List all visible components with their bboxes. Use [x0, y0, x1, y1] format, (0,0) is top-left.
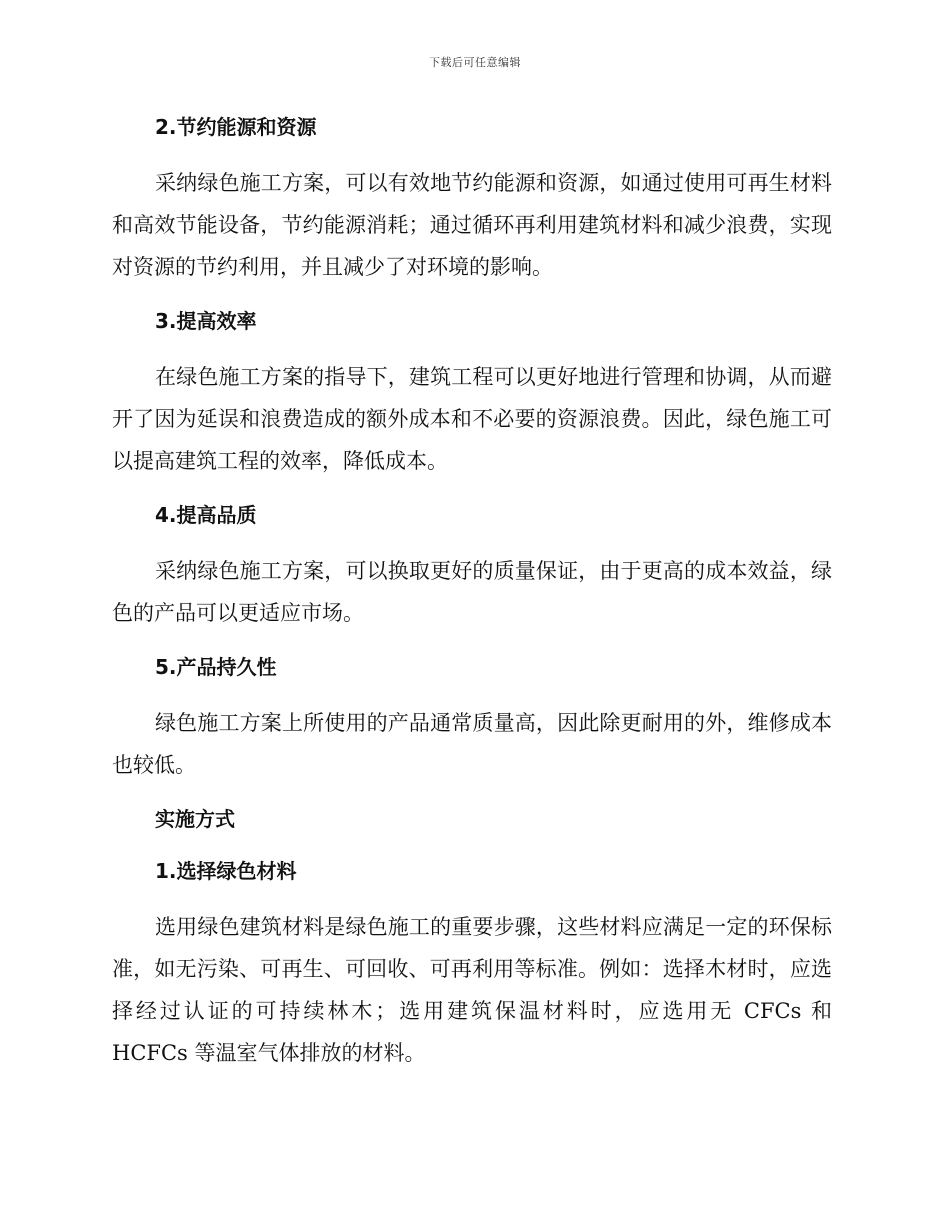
- implementation-paragraph-materials: 选用绿色建筑材料是绿色施工的重要步骤，这些材料应满足一定的环保标准，如无污染、可再生、可回收、可再利用等标准。例如：选择木材时，应选择经过认证的可持续林木；选用建筑保温材料时，应选用无 CFCs 和 HCFCs 等温室气体排放的材料。: [112, 915, 832, 1065]
- document-body: [112, 110, 832, 1090]
- section-heading-durability: 5.产品持久性: [155, 655, 277, 679]
- section-heading-quality: 4.提高品质: [155, 503, 257, 527]
- implementation-subheading-materials: 1.选择绿色材料: [155, 859, 297, 883]
- section-paragraph-efficiency: 在绿色施工方案的指导下，建筑工程可以更好地进行管理和协调，从而避开了因为延误和浪费造成的额外成本和不必要的资源浪费。因此，绿色施工可以提高建筑工程的效率，降低成本。: [112, 365, 832, 473]
- section-heading-energy: 2.节约能源和资源: [155, 115, 317, 139]
- header-note: 下载后可任意编辑: [429, 56, 521, 69]
- section-heading-efficiency: 3.提高效率: [155, 309, 257, 333]
- section-paragraph-energy: 采纳绿色施工方案，可以有效地节约能源和资源，如通过使用可再生材料和高效节能设备，节约能源消耗；通过循环再利用建筑材料和减少浪费，实现对资源的节约利用，并且减少了对环境的影响。: [112, 171, 832, 279]
- implementation-heading: 实施方式: [155, 807, 235, 831]
- section-paragraph-durability: 绿色施工方案上所使用的产品通常质量高，因此除更耐用的外，维修成本也较低。: [112, 711, 832, 777]
- section-paragraph-quality: 采纳绿色施工方案，可以换取更好的质量保证，由于更高的成本效益，绿色的产品可以更适应市场。: [112, 559, 832, 625]
